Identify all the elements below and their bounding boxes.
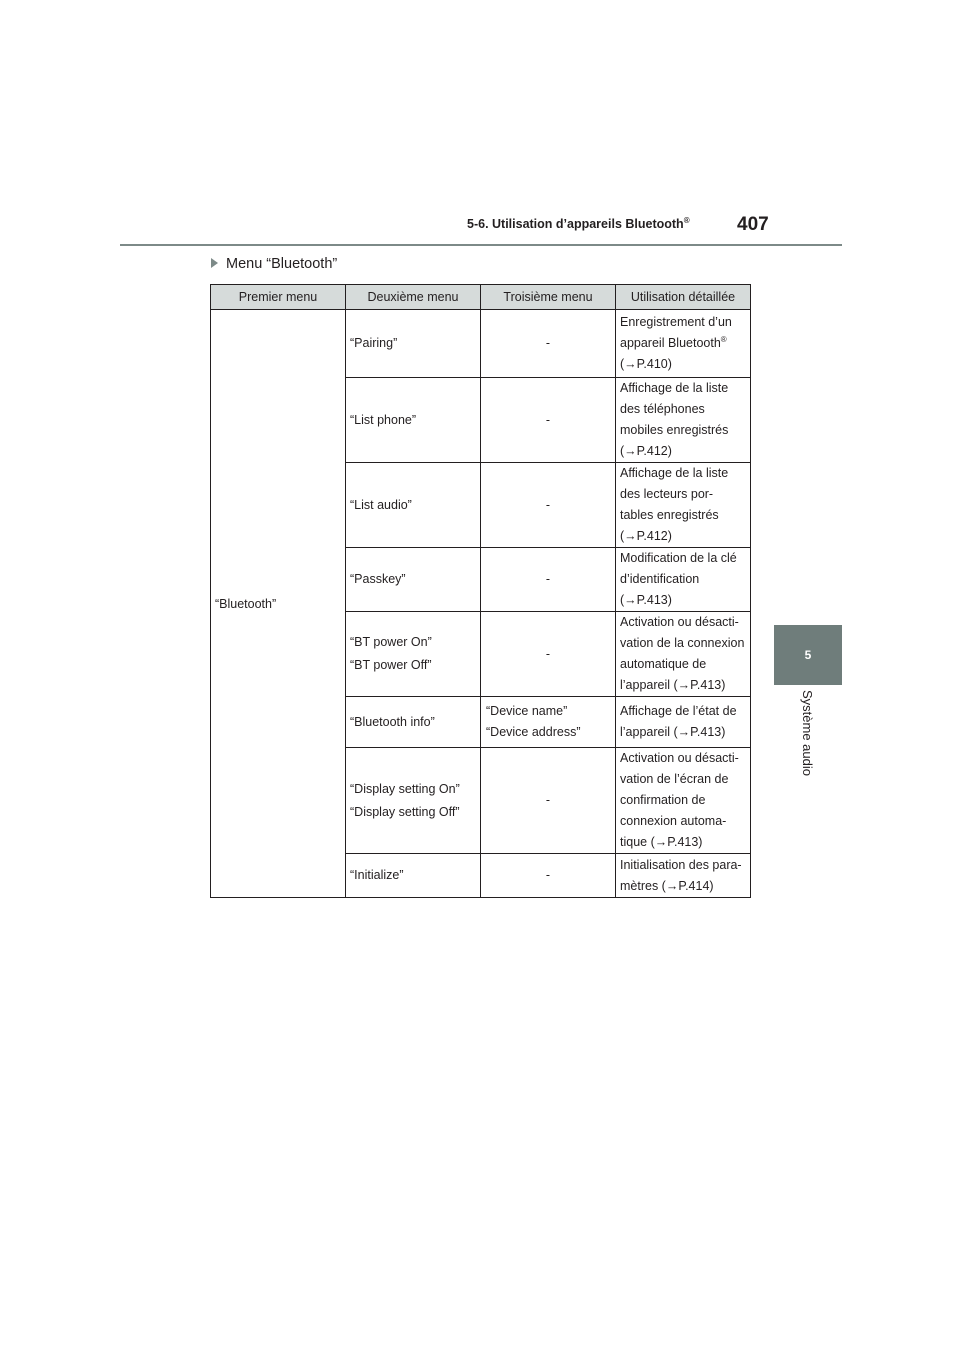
- detail-cell: Modification de la clé d’identification (→P.413): [616, 548, 751, 612]
- page-number: 407: [737, 214, 769, 235]
- column-header: Troisième menu: [481, 285, 616, 310]
- detail-cell: Initialisation des para- mètres (→P.414): [616, 854, 751, 898]
- column-header: Utilisation détaillée: [616, 285, 751, 310]
- second-menu-cell: [346, 854, 481, 898]
- menu-option: -: [545, 336, 551, 350]
- second-menu-cell: [346, 748, 481, 854]
- first-menu-cell: “Bluetooth”: [211, 310, 346, 898]
- menu-option: “Bluetooth info”: [350, 714, 435, 729]
- registered-mark: ®: [720, 334, 727, 344]
- section-heading: [211, 256, 337, 272]
- third-menu-cell: [481, 854, 616, 898]
- menu-option: “Pairing”: [350, 336, 398, 350]
- second-menu-cell: [346, 310, 481, 378]
- menu-option: -: [545, 572, 551, 586]
- bluetooth-menu-table: [210, 284, 751, 898]
- menu-option: -: [545, 868, 551, 882]
- second-menu-cell: [346, 697, 481, 748]
- chapter-number: 5: [804, 648, 812, 662]
- chapter-tab[interactable]: [774, 625, 842, 685]
- column-header: Premier menu: [211, 285, 346, 310]
- menu-option: “Device address”: [486, 725, 581, 739]
- menu-option: “BT power Off”: [350, 658, 432, 672]
- menu-option: “Display setting Off”: [350, 804, 460, 819]
- detail-cell: Affichage de l’état de l’appareil (→P.413): [616, 697, 751, 748]
- third-menu-cell: [481, 612, 616, 697]
- detail-cell: Enregistrement d’un appareil Bluetooth® (→P.410): [616, 310, 751, 378]
- menu-option: “List audio”: [350, 497, 412, 512]
- third-menu-cell: [481, 548, 616, 612]
- detail-cell: Affichage de la liste des lecteurs por- tables enregistrés (→P.412): [616, 463, 751, 548]
- detail-cell: Affichage de la liste des téléphones mobiles enregistrés (→P.412): [616, 378, 751, 463]
- triangle-bullet-icon: [211, 258, 218, 268]
- second-menu-cell: [346, 612, 481, 697]
- table-header-row: [211, 285, 751, 310]
- header-divider: [120, 244, 842, 246]
- third-menu-cell: [481, 748, 616, 854]
- table-row: [211, 310, 751, 378]
- menu-option: -: [545, 412, 551, 427]
- menu-option: “Device name”: [486, 704, 568, 718]
- menu-option: “List phone”: [350, 412, 417, 427]
- registered-mark: ®: [683, 216, 690, 225]
- column-header: Deuxième menu: [346, 285, 481, 310]
- third-menu-cell: [481, 310, 616, 378]
- menu-option: -: [545, 497, 551, 512]
- menu-option: “Passkey”: [350, 572, 406, 586]
- third-menu-cell: [481, 378, 616, 463]
- chapter-label-text: Système audio: [800, 690, 815, 776]
- section-title: 5-6. Utilisation d’appareils Bluetooth®: [467, 216, 690, 232]
- menu-option: “BT power On”: [350, 635, 432, 649]
- menu-option: -: [545, 646, 551, 661]
- second-menu-cell: [346, 463, 481, 548]
- detail-cell: Activation ou désacti- vation de la connexion automatique de l’appareil (→P.413): [616, 612, 751, 697]
- third-menu-cell: [481, 463, 616, 548]
- menu-option: “Initialize”: [350, 868, 404, 882]
- menu-option: “Display setting On”: [350, 781, 460, 796]
- third-menu-cell: [481, 697, 616, 748]
- menu-option: -: [545, 793, 551, 807]
- heading-text: Menu “Bluetooth”: [226, 256, 338, 272]
- detail-cell: Activation ou désacti- vation de l’écran de confirmation de connexion automa- tique (→P.413): [616, 748, 751, 854]
- second-menu-cell: [346, 378, 481, 463]
- second-menu-cell: [346, 548, 481, 612]
